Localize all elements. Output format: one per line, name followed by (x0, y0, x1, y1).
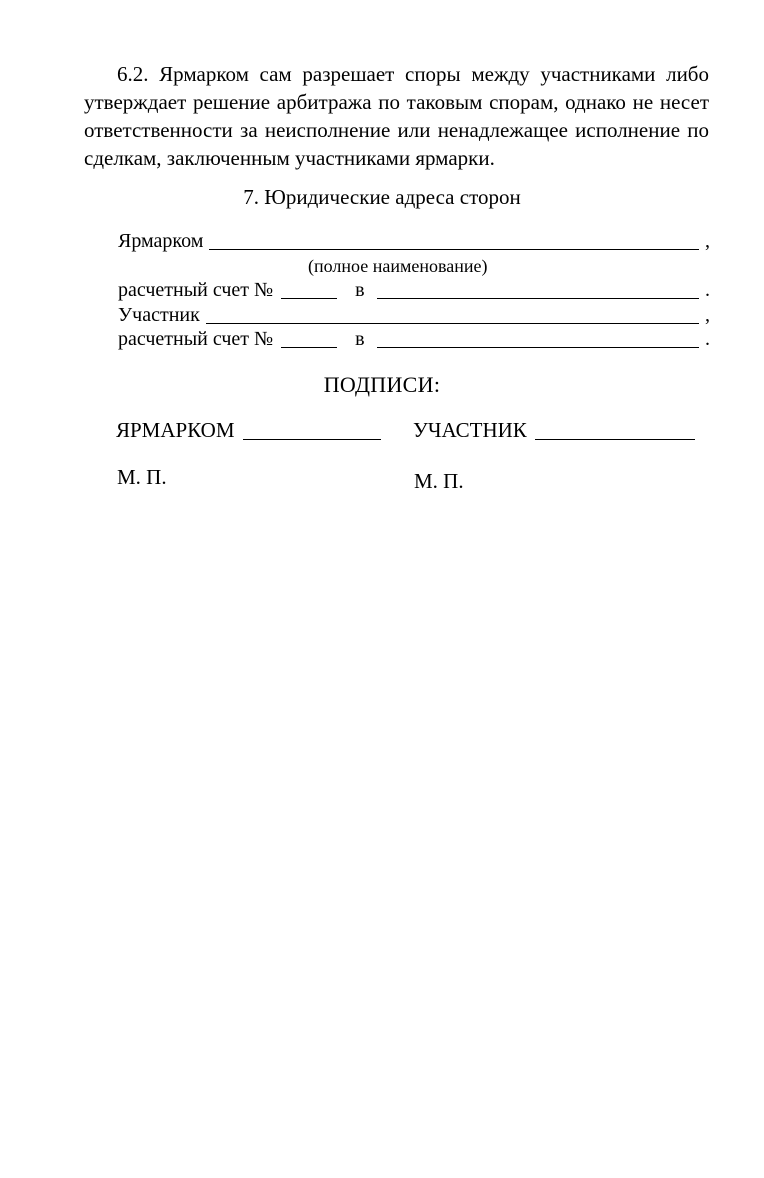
bank-name-field-1[interactable] (377, 280, 699, 299)
participant-row (118, 302, 710, 326)
organizer-comma: , (705, 230, 710, 252)
bank-in-label-1: в (355, 279, 365, 301)
organizer-signature-row (116, 413, 381, 443)
organizer-name-field[interactable] (209, 231, 699, 250)
organizer-signature-label: ЯРМАРКОМ (116, 418, 235, 442)
account-period-2: . (705, 328, 710, 350)
section-7-heading: 7. Юридические адреса сторон (243, 185, 521, 209)
participant-comma: , (705, 304, 710, 326)
participant-name-field[interactable] (206, 305, 699, 324)
organizer-signature-field[interactable] (243, 419, 381, 440)
bank-name-field-2[interactable] (377, 329, 699, 348)
participant-signature-label: УЧАСТНИК (413, 418, 527, 442)
paragraph-6-2: 6.2. Ярмарком сам разрешает споры между участниками либо утверждает решение арбитража по таковым спорам, однако не несет ответственности за неисполнение или ненадлежащее исполнение по сделкам, заключенным участниками ярмарки. (84, 62, 709, 170)
account-row-1 (118, 277, 710, 301)
account-label-1: расчетный счет № (118, 279, 274, 301)
account-label-2: расчетный счет № (118, 328, 274, 350)
organizer-label: Ярмарком (118, 230, 204, 252)
account-number-field-2[interactable] (281, 329, 337, 348)
account-period-1: . (705, 279, 710, 301)
full-name-caption: (полное наименование) (308, 256, 488, 276)
participant-stamp-place: М. П. (414, 469, 464, 493)
participant-label: Участник (118, 304, 200, 326)
participant-signature-row (413, 413, 695, 443)
organizer-stamp-place: М. П. (117, 465, 167, 489)
account-row-2 (118, 326, 710, 350)
organizer-row (118, 228, 710, 252)
signatures-heading: ПОДПИСИ: (323, 372, 441, 397)
participant-signature-field[interactable] (535, 419, 695, 440)
bank-in-label-2: в (355, 328, 365, 350)
account-number-field-1[interactable] (281, 280, 337, 299)
